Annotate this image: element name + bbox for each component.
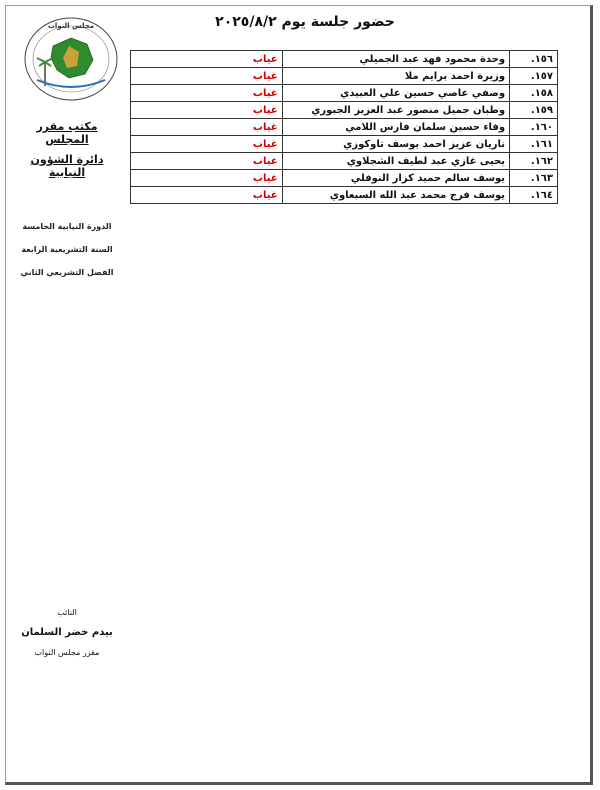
row-number: ١٦١.: [510, 136, 558, 153]
member-name: وطبان جميل منصور عبد العزيز الجبوري: [282, 102, 509, 119]
member-name: يحيى غازي عبد لطيف الشجلاوي: [282, 153, 509, 170]
row-number: ١٥٧.: [510, 68, 558, 85]
table-row: [131, 102, 558, 119]
signature-label: النائب: [57, 608, 77, 617]
member-name: وحدة محمود فهد عبد الجميلي: [282, 51, 509, 68]
iraq-parliament-logo-icon: [23, 16, 119, 102]
attendance-status: غياب: [131, 170, 283, 187]
table-row: [131, 51, 558, 68]
row-number: ١٥٩.: [510, 102, 558, 119]
member-name: ناريان عزيز احمد يوسف تاوكوزي: [282, 136, 509, 153]
row-number: ١٦٢.: [510, 153, 558, 170]
logo-text: مجلس النواب: [47, 22, 95, 30]
member-name: وصفي عاصي حسين علي العبيدي: [282, 85, 509, 102]
session-info-line: الفصل التشريعي الثاني: [20, 268, 114, 277]
signature-name: بيدم خضر السلمان: [21, 627, 113, 638]
table-row: [131, 85, 558, 102]
attendance-status: غياب: [131, 153, 283, 170]
attendance-status: غياب: [131, 85, 283, 102]
attendance-table: [130, 50, 558, 204]
row-number: ١٦٠.: [510, 119, 558, 136]
attendance-status: غياب: [131, 119, 283, 136]
department-heading: دائرة الشؤون النيابية: [30, 153, 104, 179]
table-row: [131, 68, 558, 85]
page-title: حضور جلسة يوم ٢٠٢٥/٨/٢: [215, 14, 395, 30]
attendance-status: غياب: [131, 68, 283, 85]
member-name: وفاء حسين سلمان فارس اللامي: [282, 119, 509, 136]
signature-title: مقرر مجلس النواب: [34, 648, 100, 657]
attendance-status: غياب: [131, 136, 283, 153]
session-info-line: الدورة النيابية الخامسة: [22, 222, 112, 231]
row-number: ١٦٣.: [510, 170, 558, 187]
row-number: ١٥٦.: [510, 51, 558, 68]
table-row: [131, 119, 558, 136]
session-info-line: السنة التشريعية الرابعة: [21, 245, 113, 254]
attendance-status: غياب: [131, 102, 283, 119]
member-name: يوسف سالم حميد كزار النوفلي: [282, 170, 509, 187]
member-name: يوسف فرج محمد عبد الله السبعاوي: [282, 187, 509, 204]
attendance-status: غياب: [131, 187, 283, 204]
attendance-status: غياب: [131, 51, 283, 68]
row-number: ١٦٤.: [510, 187, 558, 204]
row-number: ١٥٨.: [510, 85, 558, 102]
table-row: [131, 187, 558, 204]
table-row: [131, 170, 558, 187]
table-row: [131, 153, 558, 170]
office-heading: مكتب مقرر المجلس: [36, 120, 98, 146]
member-name: وزيرة احمد برايم ملا: [282, 68, 509, 85]
table-row: [131, 136, 558, 153]
